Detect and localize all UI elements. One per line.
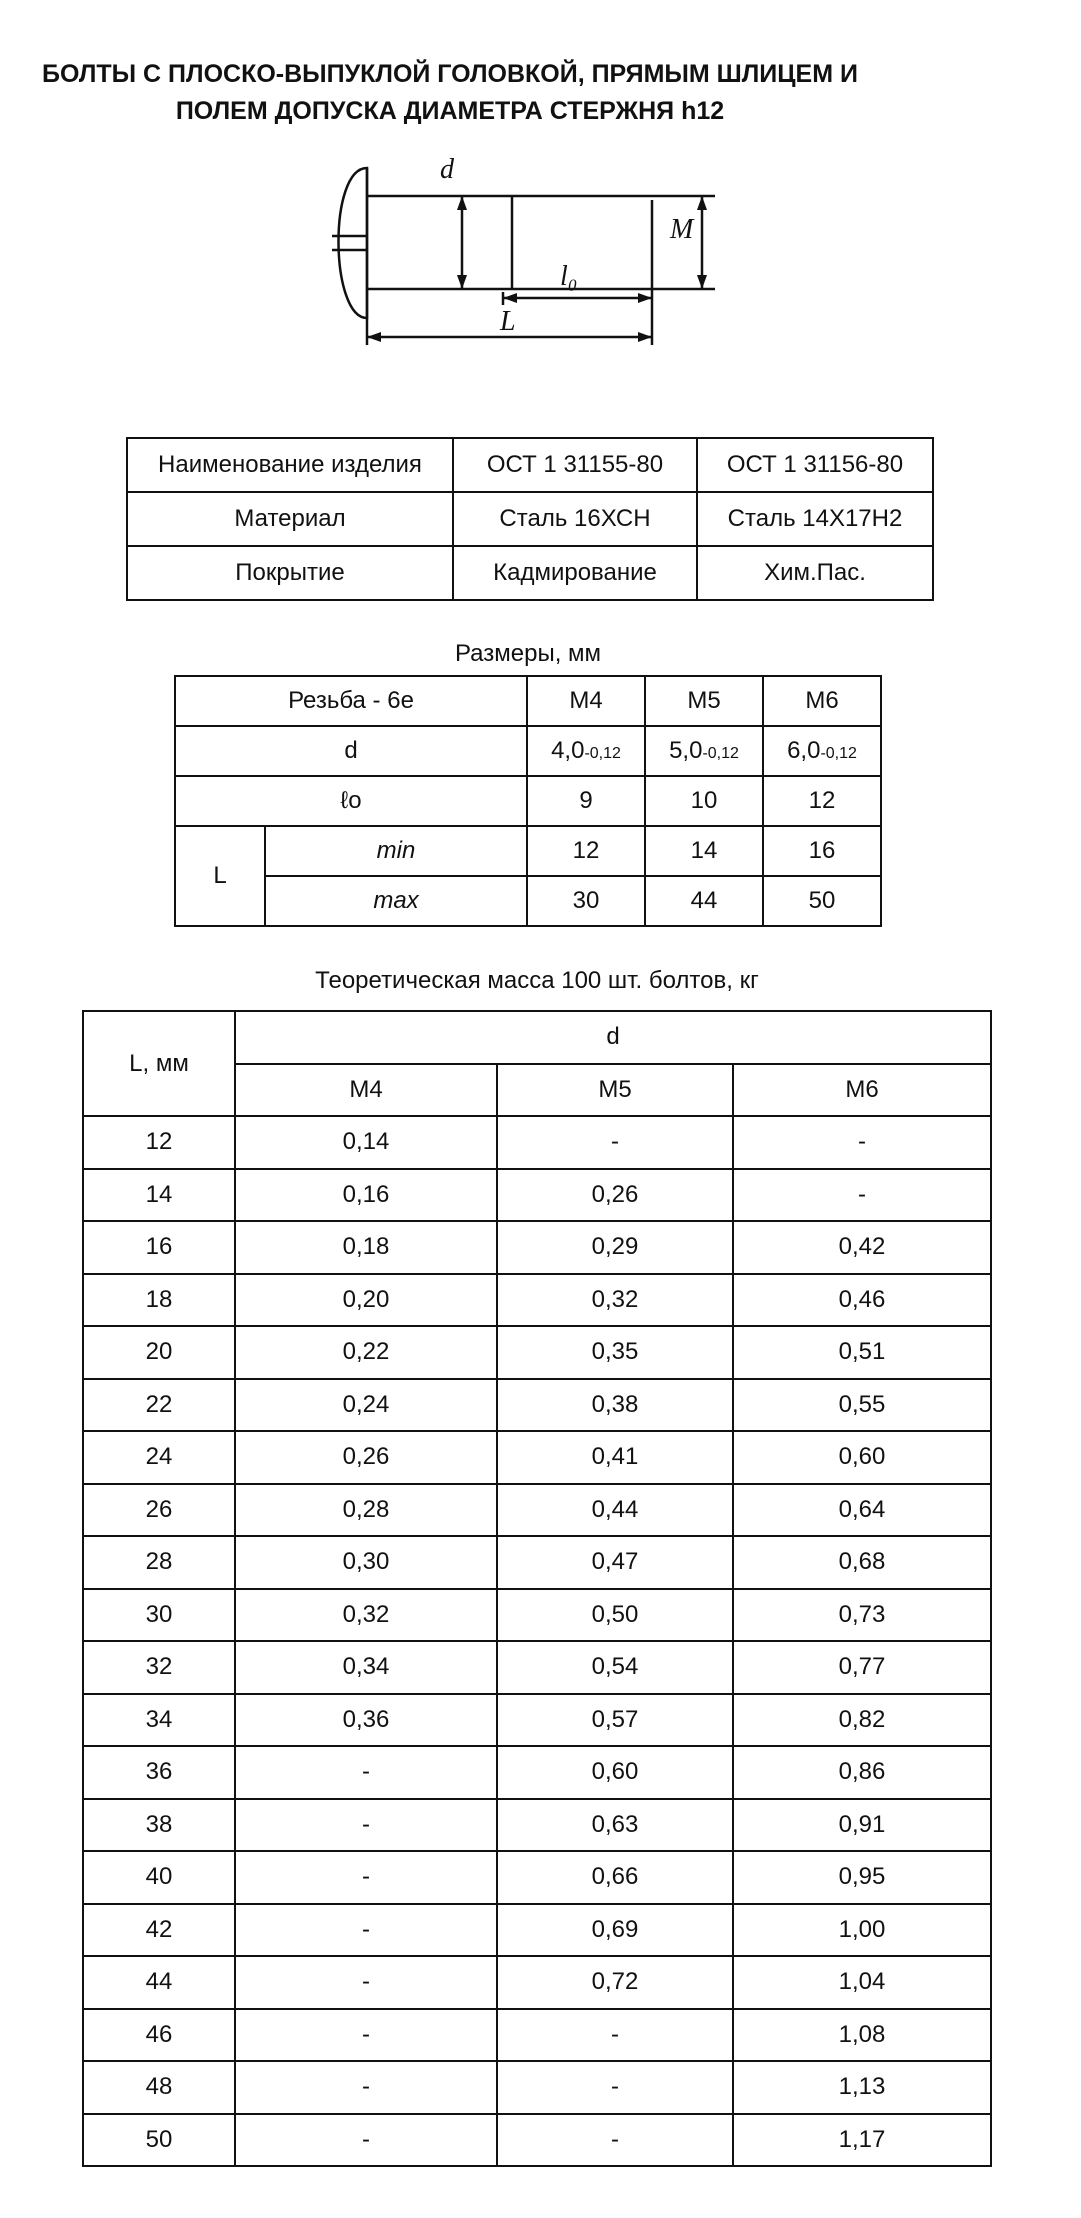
- d-value-cell: [527, 726, 645, 776]
- mass-cell: -: [235, 2061, 497, 2114]
- l-max-value: 50: [763, 876, 881, 926]
- table-row: [83, 1221, 991, 1274]
- drawing-label-l0: l₀: [560, 261, 578, 292]
- table-row: [83, 1851, 991, 1904]
- product-cell: ОСТ 1 31155-80: [453, 438, 697, 492]
- table-row: [127, 492, 933, 546]
- thread-label: Резьба - 6е: [175, 676, 527, 726]
- product-cell: ОСТ 1 31156-80: [697, 438, 933, 492]
- mass-cell: -: [497, 2009, 733, 2062]
- l-min-value: 16: [763, 826, 881, 876]
- length-cell: 30: [83, 1589, 235, 1642]
- column-header: М5: [497, 1064, 733, 1117]
- mass-cell: -: [235, 1746, 497, 1799]
- product-cell: Хим.Пас.: [697, 546, 933, 600]
- mass-cell: 0,32: [497, 1274, 733, 1327]
- mass-cell: 0,60: [497, 1746, 733, 1799]
- product-cell: Материал: [127, 492, 453, 546]
- mass-cell: 0,50: [497, 1589, 733, 1642]
- length-cell: 48: [83, 2061, 235, 2114]
- d-value: 4,0: [551, 737, 585, 764]
- table-row: [127, 438, 933, 492]
- mass-cell: 0,41: [497, 1431, 733, 1484]
- mass-cell: -: [235, 1851, 497, 1904]
- mass-cell: 0,69: [497, 1904, 733, 1957]
- mass-cell: 0,44: [497, 1484, 733, 1537]
- drawing-label-m: M: [670, 214, 694, 245]
- table-row: [83, 1694, 991, 1747]
- mass-cell: 0,30: [235, 1536, 497, 1589]
- d-tolerance: -0,12: [702, 745, 739, 762]
- d-tolerance: -0,12: [820, 745, 857, 762]
- table-row: [127, 546, 933, 600]
- bolt-drawing: [0, 0, 1081, 360]
- mass-cell: 0,72: [497, 1956, 733, 2009]
- max-label: max: [265, 876, 527, 926]
- d-value: 6,0: [787, 737, 821, 764]
- l-max-value: 44: [645, 876, 763, 926]
- mass-cell: 0,51: [733, 1326, 991, 1379]
- dimensions-table: [174, 675, 882, 927]
- table-row: [83, 1799, 991, 1852]
- mass-cell: -: [235, 2009, 497, 2062]
- mass-cell: 0,82: [733, 1694, 991, 1747]
- l0-value: 9: [527, 776, 645, 826]
- size-header: М6: [763, 676, 881, 726]
- mass-cell: 1,13: [733, 2061, 991, 2114]
- mass-cell: 0,64: [733, 1484, 991, 1537]
- length-cell: 36: [83, 1746, 235, 1799]
- product-cell: Сталь 14Х17Н2: [697, 492, 933, 546]
- table-row: [83, 1431, 991, 1484]
- mass-cell: 0,68: [733, 1536, 991, 1589]
- table-row: [83, 1484, 991, 1537]
- length-cell: 20: [83, 1326, 235, 1379]
- table-row: [175, 826, 881, 876]
- mass-cell: 0,26: [235, 1431, 497, 1484]
- length-cell: 46: [83, 2009, 235, 2062]
- table-row: [175, 726, 881, 776]
- table-row: [83, 1169, 991, 1222]
- table-row: [83, 1326, 991, 1379]
- mass-cell: 0,14: [235, 1116, 497, 1169]
- length-cell: 12: [83, 1116, 235, 1169]
- title-line-1: БОЛТЫ С ПЛОСКО-ВЫПУКЛОЙ ГОЛОВКОЙ, ПРЯМЫМ ШЛИЦЕМ И: [42, 60, 858, 88]
- title-line-2: ПОЛЕМ ДОПУСКА ДИАМЕТРА СТЕРЖНЯ h12: [175, 97, 725, 125]
- product-cell: Сталь 16ХСН: [453, 492, 697, 546]
- mass-cell: 0,54: [497, 1641, 733, 1694]
- l-min-value: 12: [527, 826, 645, 876]
- length-cell: 14: [83, 1169, 235, 1222]
- d-tolerance: -0,12: [584, 745, 621, 762]
- bolt-head: [338, 168, 367, 318]
- length-cell: 34: [83, 1694, 235, 1747]
- mass-cell: 0,20: [235, 1274, 497, 1327]
- length-cell: 18: [83, 1274, 235, 1327]
- mass-cell: -: [235, 1904, 497, 1957]
- min-label: min: [265, 826, 527, 876]
- l0-label: ℓo: [175, 776, 527, 826]
- l-header: L, мм: [83, 1011, 235, 1116]
- mass-cell: -: [497, 2114, 733, 2167]
- mass-cell: 0,38: [497, 1379, 733, 1432]
- mass-cell: -: [235, 1956, 497, 2009]
- table-row: [83, 1116, 991, 1169]
- mass-cell: 0,32: [235, 1589, 497, 1642]
- mass-cell: 0,28: [235, 1484, 497, 1537]
- length-cell: 40: [83, 1851, 235, 1904]
- dimensions-caption: Размеры, мм: [454, 640, 602, 667]
- mass-cell: 0,47: [497, 1536, 733, 1589]
- mass-cell: 0,16: [235, 1169, 497, 1222]
- length-cell: 44: [83, 1956, 235, 2009]
- mass-cell: 0,42: [733, 1221, 991, 1274]
- length-cell: 50: [83, 2114, 235, 2167]
- length-cell: 28: [83, 1536, 235, 1589]
- length-cell: 42: [83, 1904, 235, 1957]
- mass-cell: 0,95: [733, 1851, 991, 1904]
- l0-value: 12: [763, 776, 881, 826]
- mass-cell: 0,73: [733, 1589, 991, 1642]
- mass-cell: 1,04: [733, 1956, 991, 2009]
- mass-cell: 1,08: [733, 2009, 991, 2062]
- mass-cell: 0,34: [235, 1641, 497, 1694]
- product-cell: Покрытие: [127, 546, 453, 600]
- drawing-label-d: d: [440, 154, 454, 185]
- table-row: [83, 1011, 991, 1064]
- mass-cell: 0,66: [497, 1851, 733, 1904]
- mass-cell: 0,77: [733, 1641, 991, 1694]
- size-header: М4: [527, 676, 645, 726]
- length-cell: 22: [83, 1379, 235, 1432]
- mass-cell: -: [235, 1799, 497, 1852]
- table-row: [83, 1379, 991, 1432]
- length-cell: 16: [83, 1221, 235, 1274]
- mass-cell: 0,36: [235, 1694, 497, 1747]
- table-row: [83, 1589, 991, 1642]
- table-row: [175, 676, 881, 726]
- d-value-cell: [763, 726, 881, 776]
- mass-table-body: [83, 1116, 991, 2166]
- l-label: L: [175, 826, 265, 926]
- mass-cell: 1,17: [733, 2114, 991, 2167]
- table-row: [83, 2009, 991, 2062]
- table-row: [175, 876, 881, 926]
- mass-cell: -: [733, 1169, 991, 1222]
- table-row: [83, 1274, 991, 1327]
- mass-cell: 0,63: [497, 1799, 733, 1852]
- mass-cell: 0,35: [497, 1326, 733, 1379]
- mass-cell: -: [235, 2114, 497, 2167]
- mass-cell: 0,91: [733, 1799, 991, 1852]
- mass-caption: Теоретическая масса 100 шт. болтов, кг: [315, 967, 759, 994]
- product-table: [126, 437, 934, 601]
- table-row: [175, 776, 881, 826]
- d-value: 5,0: [669, 737, 703, 764]
- length-cell: 32: [83, 1641, 235, 1694]
- mass-cell: 0,57: [497, 1694, 733, 1747]
- mass-cell: 0,29: [497, 1221, 733, 1274]
- mass-cell: 0,24: [235, 1379, 497, 1432]
- mass-cell: 0,22: [235, 1326, 497, 1379]
- mass-cell: -: [497, 2061, 733, 2114]
- mass-cell: 0,26: [497, 1169, 733, 1222]
- table-row: [83, 1641, 991, 1694]
- d-label: d: [175, 726, 527, 776]
- mass-cell: 0,60: [733, 1431, 991, 1484]
- mass-cell: 0,18: [235, 1221, 497, 1274]
- mass-cell: -: [733, 1116, 991, 1169]
- mass-cell: 0,86: [733, 1746, 991, 1799]
- mass-cell: 0,55: [733, 1379, 991, 1432]
- length-cell: 38: [83, 1799, 235, 1852]
- product-cell: Наименование изделия: [127, 438, 453, 492]
- l-max-value: 30: [527, 876, 645, 926]
- d-value-cell: [645, 726, 763, 776]
- column-header: М6: [733, 1064, 991, 1117]
- l0-value: 10: [645, 776, 763, 826]
- product-cell: Кадмирование: [453, 546, 697, 600]
- drawing-label-l: L: [500, 306, 516, 337]
- mass-cell: 1,00: [733, 1904, 991, 1957]
- mass-cell: 0,46: [733, 1274, 991, 1327]
- mass-cell: -: [497, 1116, 733, 1169]
- size-header: М5: [645, 676, 763, 726]
- d-header: d: [235, 1011, 991, 1064]
- mass-table: [82, 1010, 992, 2167]
- table-row: [83, 2061, 991, 2114]
- table-row: [83, 1956, 991, 2009]
- table-row: [83, 1746, 991, 1799]
- l-min-value: 14: [645, 826, 763, 876]
- length-cell: 26: [83, 1484, 235, 1537]
- table-row: [83, 2114, 991, 2167]
- table-row: [83, 1904, 991, 1957]
- table-row: [83, 1536, 991, 1589]
- length-cell: 24: [83, 1431, 235, 1484]
- column-header: М4: [235, 1064, 497, 1117]
